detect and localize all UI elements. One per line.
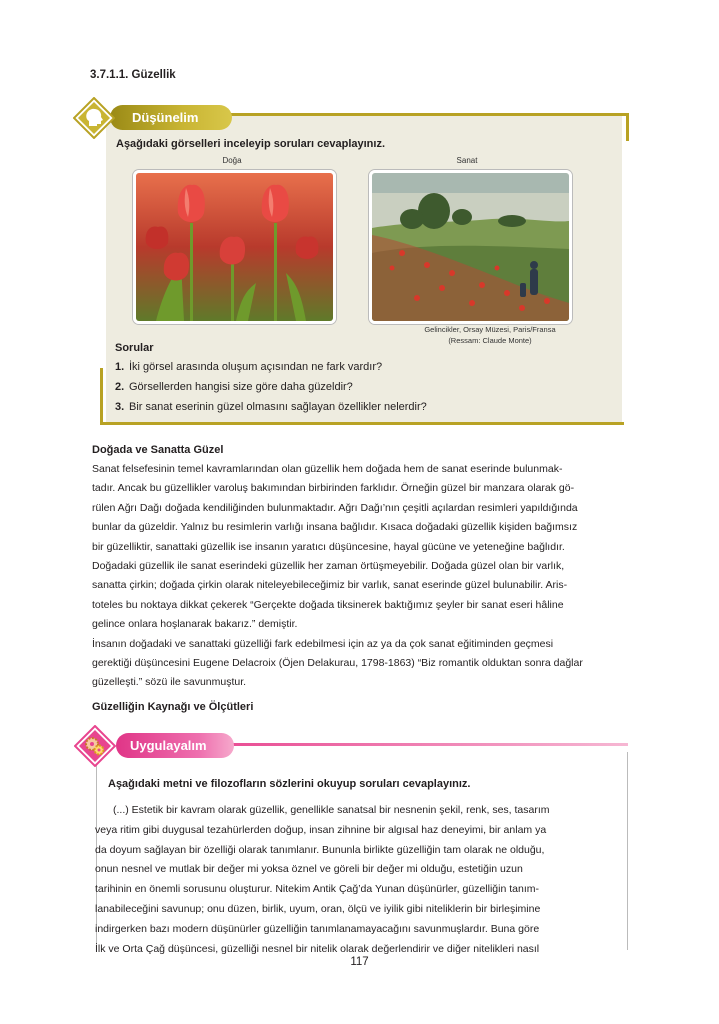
thinking-frame-left [100, 368, 103, 425]
apply-line: da doyum sağlayan bir özelliği olarak tanımlanır. Bununla birlikte güzelliğin tam olarak ne olduğu, [95, 843, 545, 856]
question-text: İki görsel arasında oluşum açısından ne fark vardır? [129, 361, 383, 373]
apply-intro: Aşağıdaki metni ve filozofların sözlerini okuyup soruları cevaplayınız. [108, 778, 471, 790]
section-heading-beauty-source: Güzelliğin Kaynağı ve Ölçütleri [92, 701, 254, 713]
poppies-painting [369, 170, 572, 324]
image-label-art: Sanat [456, 156, 478, 165]
question-item [115, 381, 353, 393]
apply-frame-top [196, 743, 628, 746]
thinking-label: Düşünelim [110, 105, 232, 130]
image-label-nature: Doğa [222, 156, 242, 165]
question-number: 3. [115, 401, 125, 413]
thinking-intro: Aşağıdaki görselleri inceleyip soruları cevaplayınız. [116, 138, 386, 150]
body-line: bir güzelliktir, sanattaki güzellik ise insanın yaratıcı düşüncesine, hayal gücüne ve yeteneğine bağlıdır. [92, 540, 565, 553]
apply-frame-right [627, 752, 628, 950]
question-item [115, 401, 427, 413]
apply-line: lanabileceğini savunup; onu düzen, birlik, uyum, oran, ölçü ve iyilik gibi niteliklerin bir birleşimine [95, 902, 541, 915]
apply-line: tarihinin en önemli sorusunu oluşturur. Nitekim Antik Çağ’da Yunan düşünürler, güzelliğin tanım- [95, 883, 539, 896]
apply-line: İlk ve Orta Çağ düşüncesi, güzelliği nesnel bir nitelik olarak değerlendirir ve diğer nitelikleri nasıl [95, 942, 540, 955]
apply-line: (...) Estetik bir kavram olarak güzellik, genellikle sanatsal bir nesnenin şekil, renk, ses, tasarım [113, 804, 550, 816]
body-line: Doğadaki güzellik ile sanat eserindeki güzellik her zaman örtüşmeyebilir. Doğada güzel olan bir varlık, [92, 560, 565, 573]
question-text: Bir sanat eserinin güzel olmasını sağlayan özellikler nelerdir? [129, 401, 427, 413]
questions-title: Sorular [115, 342, 154, 354]
caption-line-1: Gelincikler, Orsay Müzesi, Paris/Fransa [424, 325, 556, 334]
body-line: Sanat felsefesinin temel kavramlarından olan güzellik hem doğada hem de sanat eserinde bulunmak- [92, 463, 563, 475]
tulips-photo [133, 170, 336, 324]
thinking-frame-top [230, 113, 628, 116]
apply-line: onun nesnel ve mutlak bir değer mi yoksa öznel ve göreli bir değer mi olduğu, estetiğin uzun [95, 863, 523, 876]
body-line: gelince onlara hoşlanarak bakarız.” demiştir. [92, 618, 298, 631]
apply-text [95, 801, 616, 959]
painting-caption [390, 324, 590, 346]
apply-label: Uygulayalım [116, 733, 234, 758]
body-line: rülen Ağrı Dağı doğada kendiliğinden bulunmaktadır. Ağrı Dağı’nın çeşitli açılardan resimleri yapıldığında [92, 501, 578, 514]
thinking-frame-right [626, 113, 629, 141]
head-thinking-icon [73, 97, 115, 139]
body-line: İnsanın doğadaki ve sanattaki güzelliği fark edebilmesi için az ya da çok sanat eğitiminden geçmesi [92, 637, 554, 650]
body-line: gerektiği düşüncesini Eugene Delacroix (Öjen Delakurau, 1798-1863) “Biz romantik olduktan sonra dağlar [92, 657, 583, 670]
apply-line: indirgerken bazı modern düşünürler güzelliğin tanımlanamayacağını savunmuşlardır. Buna göre [95, 922, 540, 935]
section-title: 3.7.1.1. Güzellik [90, 69, 176, 81]
body-line: tadır. Ancak bu güzellikler varoluş bakımından birbirinden farklıdır. Örneğin güzel bir manzara olarak gö- [92, 482, 575, 495]
apply-line: veya ritim gibi duygusal tezahürlerden doğup, insan zihnine bir algısal haz deneyimi, bir anlam ya [95, 823, 547, 836]
body-text [92, 460, 634, 693]
body-line: bunlar da güzeldir. Yalnız bu resimlerin varlığı insana bağlıdır. Kısaca doğadaki güzellik kişiden bağımsız [92, 521, 578, 534]
thinking-frame-bottom [100, 422, 624, 425]
caption-line-2: (Ressam: Claude Monte) [448, 336, 532, 345]
gears-icon [74, 725, 116, 767]
body-line: toteles bu noktaya dikkat çekerek “Gerçekte doğada tiksinerek baktığımız şeyler bir sanat eseri hâline [92, 598, 564, 611]
question-number: 2. [115, 381, 125, 393]
body-line: sanatta çirkin; doğada çirkin olarak niteleyebileceğimiz bir varlık, sanat eserinde güzel bulunabilir. Aris- [92, 579, 568, 592]
body-line: güzelleşti.” sözü ile savunmuştur. [92, 676, 247, 689]
question-item [115, 361, 382, 373]
question-number: 1. [115, 361, 125, 373]
question-text: Görsellerden hangisi size göre daha güzeldir? [129, 381, 353, 393]
section-heading-nature-art: Doğada ve Sanatta Güzel [92, 444, 224, 456]
page-number: 117 [350, 956, 369, 968]
